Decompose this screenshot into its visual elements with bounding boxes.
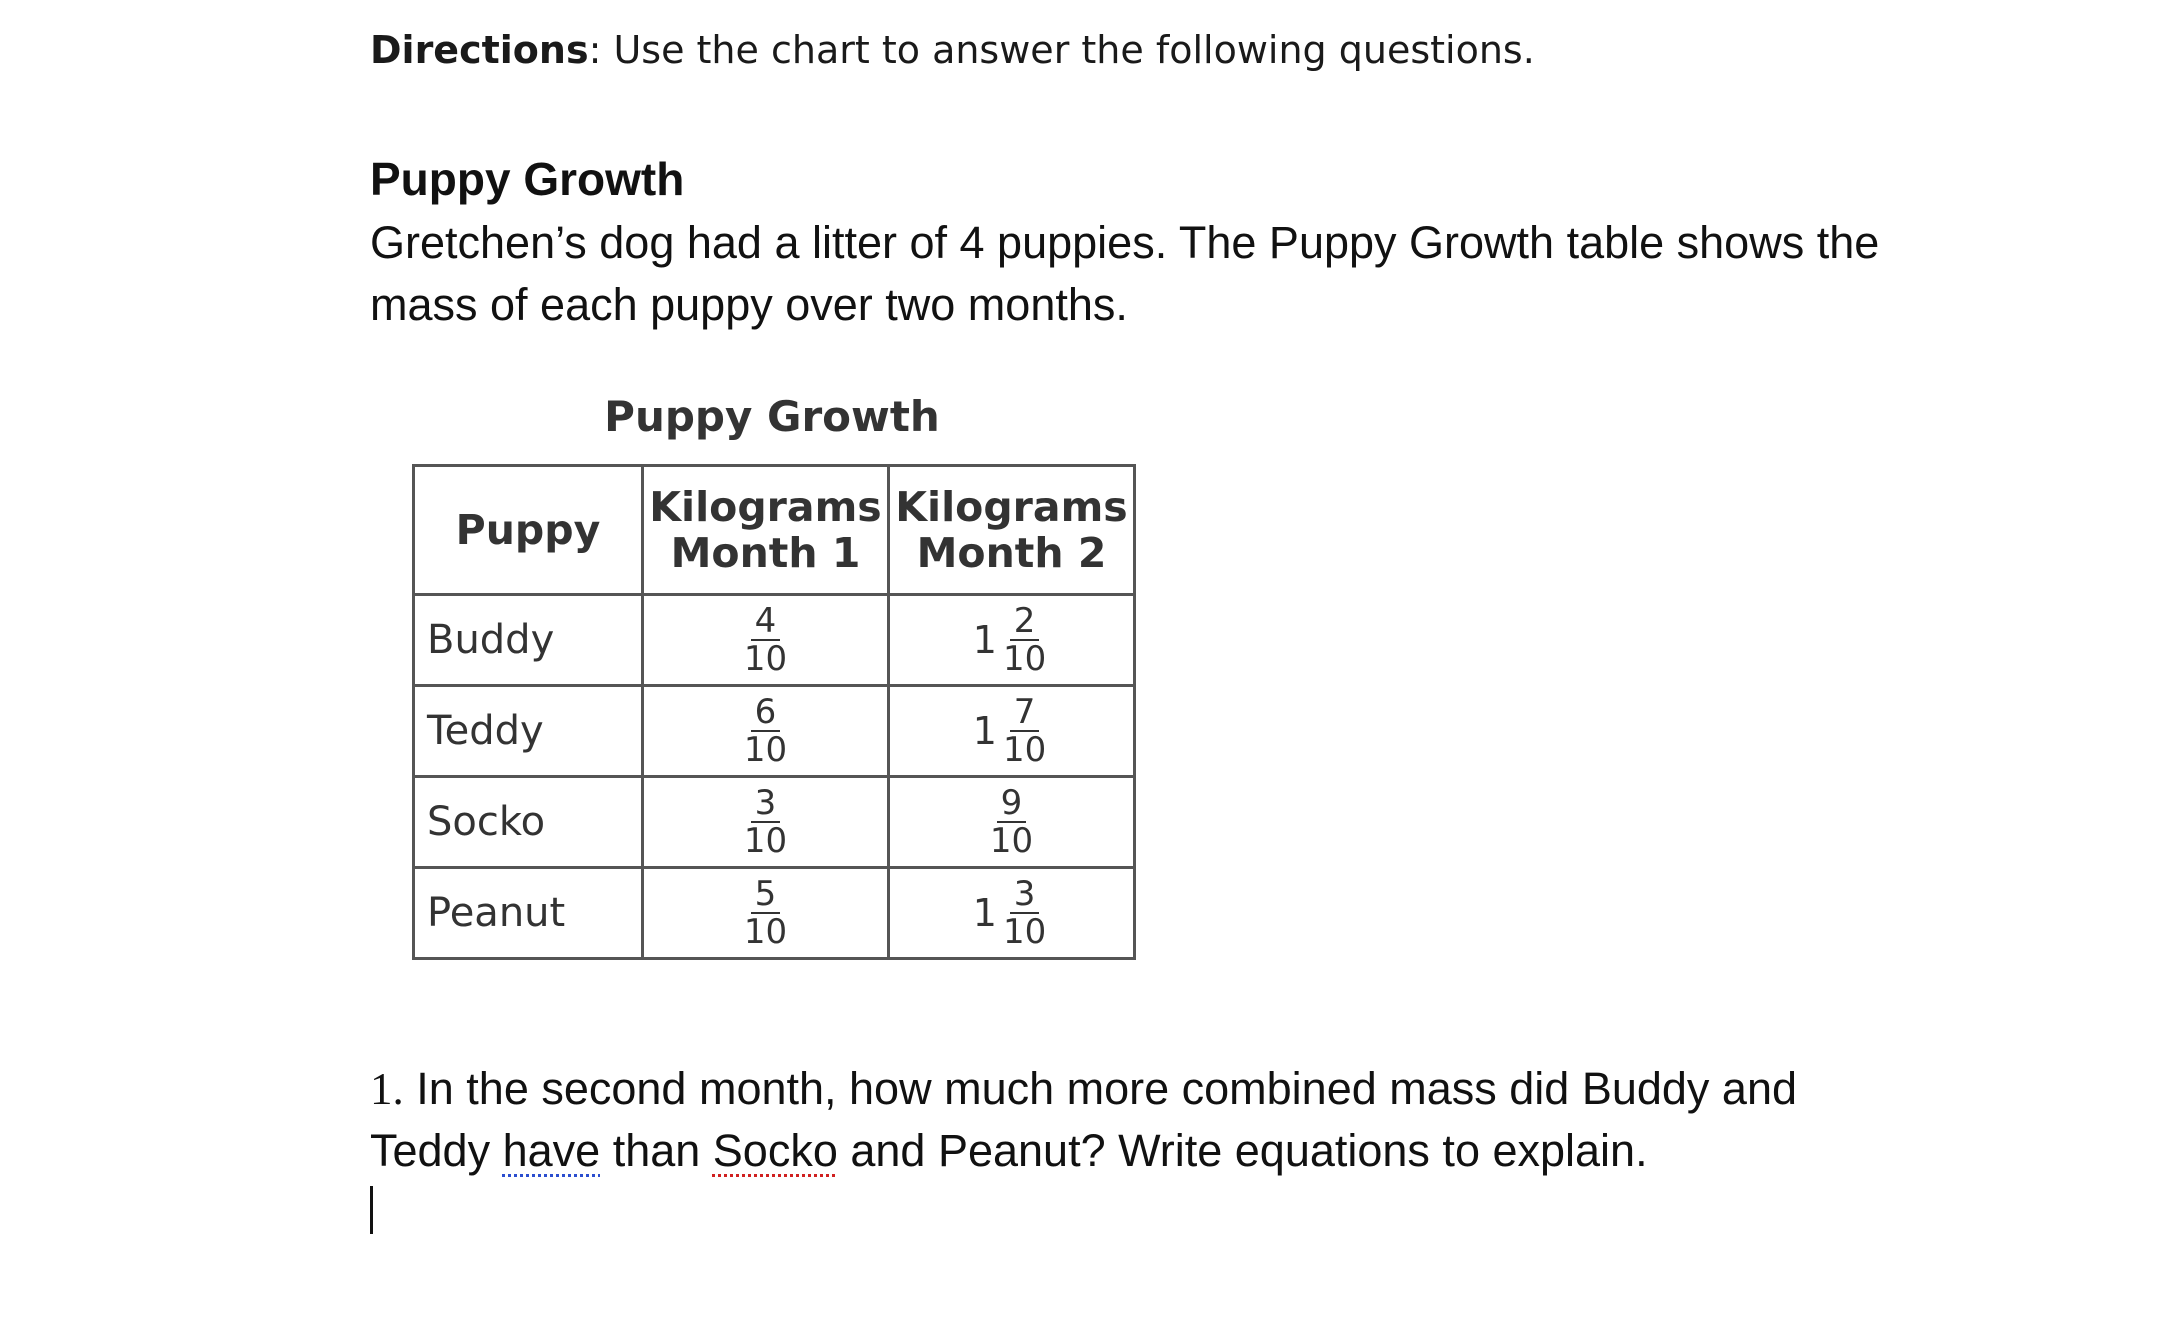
denominator: 10 [743, 821, 788, 861]
whole-number: 1 [972, 709, 997, 753]
numerator: 6 [751, 694, 781, 732]
header-month-1 [643, 466, 889, 595]
puppy-name: Buddy [414, 595, 643, 686]
puppy-name: Teddy [414, 686, 643, 777]
table-row [414, 595, 1135, 686]
intro-paragraph: Gretchen’s dog had a litter of 4 puppies. The Puppy Growth table shows the mass of each puppy over two months. [370, 217, 1880, 330]
numerator: 3 [1010, 876, 1040, 914]
whole-number: 1 [972, 618, 997, 662]
numerator: 9 [997, 785, 1027, 823]
question-1 [370, 1058, 1870, 1182]
header-month-1-line-2: Month 1 [670, 529, 861, 577]
whole-number: 1 [972, 891, 997, 935]
spelling-flagged-word: Socko [712, 1125, 838, 1176]
table-row [414, 868, 1135, 959]
numerator: 7 [1010, 694, 1040, 732]
grammar-flagged-word: have [502, 1125, 601, 1176]
month-2-value [889, 868, 1135, 959]
puppy-name: Peanut [414, 868, 643, 959]
month-1-value [643, 777, 889, 868]
puppy-growth-table [412, 464, 1136, 960]
text-cursor[interactable] [370, 1186, 373, 1234]
puppy-name: Socko [414, 777, 643, 868]
denominator: 10 [1002, 912, 1047, 952]
directions-text: : Use the chart to answer the following questions. [588, 28, 1535, 72]
question-text-part-1: In the second month, how much more combined mass did Buddy and Teddy [370, 1063, 1798, 1176]
section-title: Puppy Growth [370, 153, 685, 205]
table-title: Puppy Growth [604, 392, 940, 441]
header-month-2 [889, 466, 1135, 595]
numerator: 5 [751, 876, 781, 914]
question-text-part-3: and Peanut? Write equations to explain. [837, 1125, 1648, 1176]
numerator: 2 [1010, 603, 1040, 641]
month-1-value [643, 868, 889, 959]
table-row [414, 686, 1135, 777]
month-2-value [889, 777, 1135, 868]
denominator: 10 [1002, 639, 1047, 679]
numerator: 3 [751, 785, 781, 823]
question-number: 1. [370, 1064, 404, 1114]
directions-line [370, 28, 1535, 72]
month-1-value [643, 595, 889, 686]
denominator: 10 [743, 730, 788, 770]
denominator: 10 [989, 821, 1034, 861]
directions-label: Directions [370, 28, 589, 72]
header-month-2-line-2: Month 2 [916, 529, 1107, 577]
denominator: 10 [743, 912, 788, 952]
month-2-value [889, 686, 1135, 777]
question-text-part-2: than [600, 1125, 713, 1176]
denominator: 10 [1002, 730, 1047, 770]
header-month-1-line-1: Kilograms [649, 483, 882, 531]
month-2-value [889, 595, 1135, 686]
denominator: 10 [743, 639, 788, 679]
header-month-2-line-1: Kilograms [895, 483, 1128, 531]
numerator: 4 [751, 603, 781, 641]
table-header-row [414, 466, 1135, 595]
month-1-value [643, 686, 889, 777]
header-puppy: Puppy [414, 466, 643, 595]
table-row [414, 777, 1135, 868]
